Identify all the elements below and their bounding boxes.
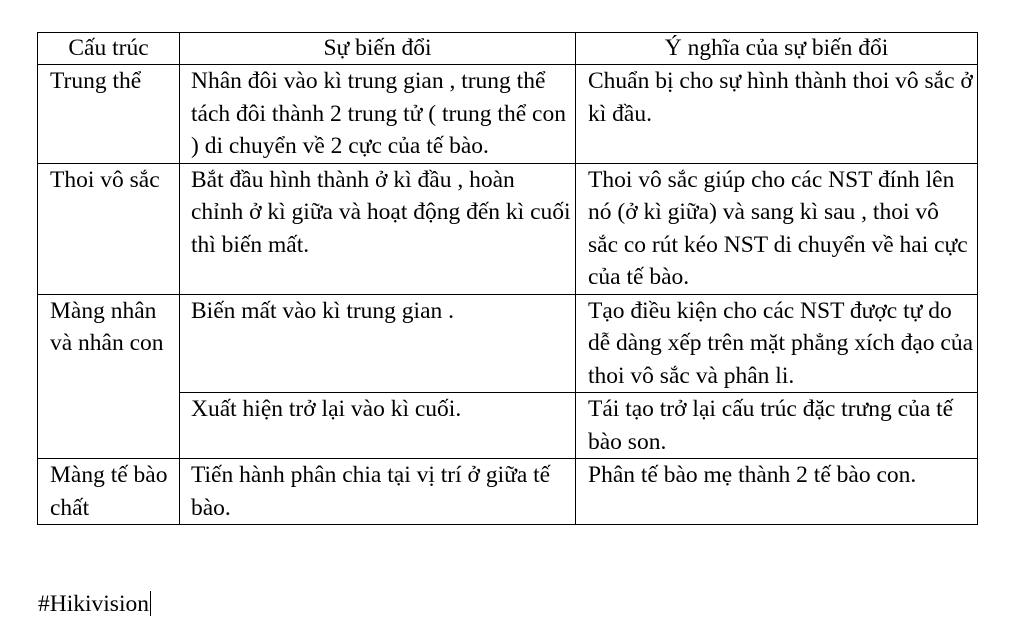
cell-structure-table — [37, 32, 978, 525]
table-row — [38, 65, 978, 164]
header-change: Sự biến đổi — [180, 33, 576, 65]
text-cursor — [150, 591, 152, 616]
change-cell: Xuất hiện trở lại vào kì cuối. — [180, 393, 576, 459]
meaning-cell: Chuẩn bị cho sự hình thành thoi vô sắc ở kì đầu. — [576, 65, 978, 164]
change-cell: Nhân đôi vào kì trung gian , trung thể tách đôi thành 2 trung tử ( trung thể con ) di chuyển về 2 cực của tế bào. — [180, 65, 576, 164]
caption-line[interactable] — [38, 588, 151, 620]
structure-cell: Trung thể — [38, 65, 180, 164]
header-meaning: Ý nghĩa của sự biến đổi — [576, 33, 978, 65]
meaning-cell: Tái tạo trở lại cấu trúc đặc trưng của tế bào son. — [576, 393, 978, 459]
table-row — [38, 163, 978, 294]
change-cell: Biến mất vào kì trung gian . — [180, 294, 576, 393]
table-row — [38, 459, 978, 525]
header-structure: Cấu trúc — [38, 33, 180, 65]
meaning-cell: Phân tế bào mẹ thành 2 tế bào con. — [576, 459, 978, 525]
meaning-cell: Tạo điều kiện cho các NST được tự do dễ dàng xếp trên mặt phẳng xích đạo của thoi vô sắc và phân li. — [576, 294, 978, 393]
change-cell: Tiến hành phân chia tại vị trí ở giữa tế bào. — [180, 459, 576, 525]
change-cell: Bắt đầu hình thành ở kì đầu , hoàn chỉnh ở kì giữa và hoạt động đến kì cuối thì biến mất. — [180, 163, 576, 294]
meaning-cell: Thoi vô sắc giúp cho các NST đính lên nó (ở kì giữa) và sang kì sau , thoi vô sắc co rút kéo NST di chuyển về hai cực của tế bào. — [576, 163, 978, 294]
table-header-row — [38, 33, 978, 65]
table-row — [38, 294, 978, 393]
structure-cell: Màng tế bào chất — [38, 459, 180, 525]
structure-cell: Màng nhân và nhân con — [38, 294, 180, 459]
structure-cell: Thoi vô sắc — [38, 163, 180, 294]
caption-text: #Hikivision — [38, 591, 149, 617]
